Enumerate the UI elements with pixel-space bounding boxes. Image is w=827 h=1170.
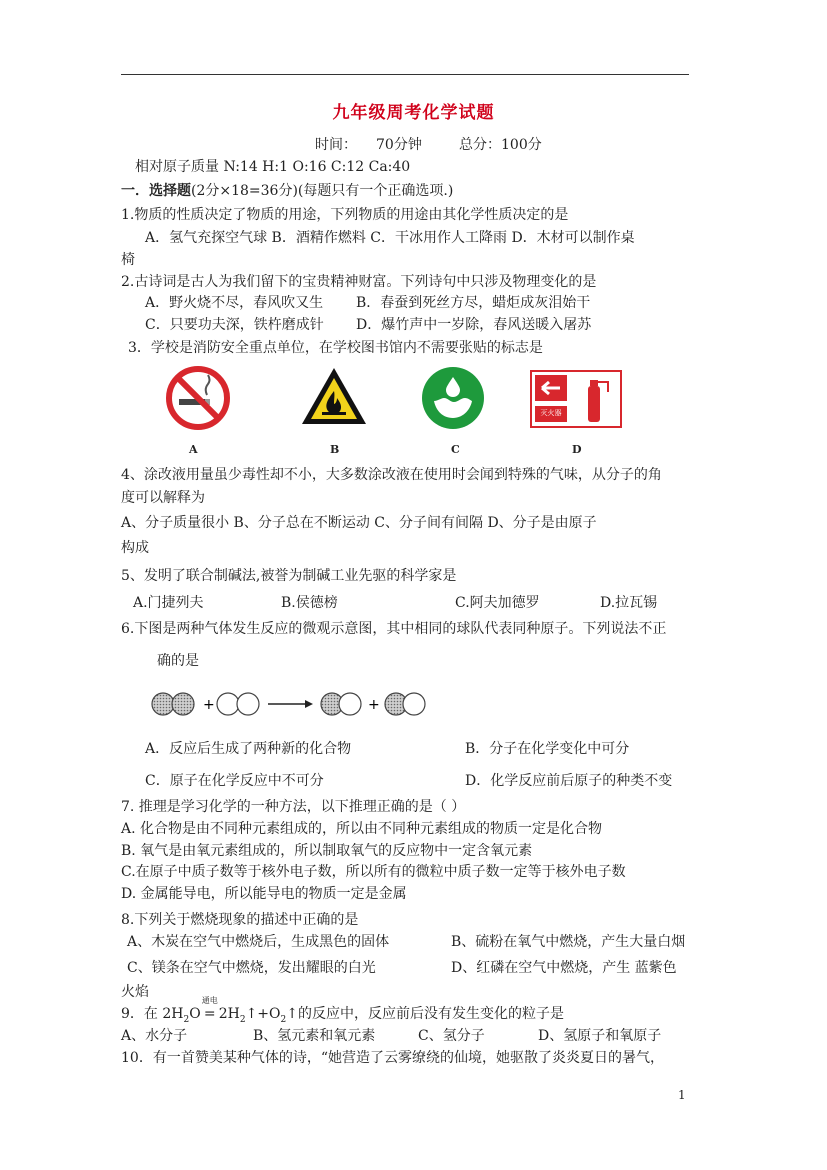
q8-option-c: C、镁条在空气中燃烧，发出耀眼的白光 xyxy=(127,960,376,976)
page-title: 九年级周考化学试题 xyxy=(332,103,495,123)
q2-stem: 2.古诗词是古人为我们留下的宝贵精神财富。下列诗句中只涉及物理变化的是 xyxy=(121,274,597,290)
q7-option-c: C.在原子中质子数等于核外电子数，所以所有的微粒中质子数一定等于核外电子数 xyxy=(121,864,626,880)
q5-option-d: D.拉瓦锡 xyxy=(600,595,658,611)
q5-option-c: C.阿夫加德罗 xyxy=(455,595,540,611)
q9-stem-post: ↑+O xyxy=(245,1006,281,1022)
q9-option-d: D、氢原子和氧原子 xyxy=(538,1028,662,1044)
q4-stem-cont: 度可以解释为 xyxy=(121,490,205,506)
q9-stem-mid: O xyxy=(189,1006,201,1022)
q3-label-a: A xyxy=(189,443,198,456)
q8-stem: 8.下列关于燃烧现象的描述中正确的是 xyxy=(121,912,359,928)
q6-stem-cont: 确的是 xyxy=(157,653,199,669)
q3-label-b: B xyxy=(330,443,340,456)
score-label: 总分：100分 xyxy=(459,137,542,153)
page-number: 1 xyxy=(678,1088,686,1102)
q4-stem: 4、涂改液用量虽少毒性却不小，大多数涂改液在使用时会闻到特殊的气味，从分子的角 xyxy=(121,467,662,483)
q9-option-b: B、氢元素和氧元素 xyxy=(253,1028,376,1044)
q2-option-c: C．只要功夫深，铁杵磨成针 xyxy=(145,317,324,333)
q6-stem: 6.下图是两种气体发生反应的微观示意图，其中相同的球队代表同种原子。下列说法不正 xyxy=(121,621,667,637)
q9-stem-end: ↑的反应中，反应前后没有发生变化的粒子是 xyxy=(286,1006,564,1022)
fire-extinguisher-label: 灭火器 xyxy=(540,409,562,417)
section-heading-title: 一．选择题 xyxy=(121,183,191,199)
q6-option-c: C．原子在化学反应中不可分 xyxy=(145,773,324,789)
q9-equation-sign: 通电 = xyxy=(201,996,218,1022)
q6-option-a: A．反应后生成了两种新的化合物 xyxy=(145,741,352,757)
q1-options-cont: 椅 xyxy=(121,252,135,268)
q4-options: A、分子质量很小 B、分子总在不断运动 C、分子间有间隔 D、分子是由原子 xyxy=(121,515,597,531)
water-saving-sign-icon xyxy=(420,365,486,431)
q2-option-a: A．野火烧不尽，春风吹又生 xyxy=(145,295,324,311)
q9-stem: 9．在 $2H_2O$ 通电 = $2H_2↑+O_2↑$的反应中，反应前后没有发生变化的粒子是 xyxy=(121,996,564,1025)
q2-option-b: B．春蚕到死丝方尽，蜡炬成灰泪始干 xyxy=(356,295,591,311)
q7-stem: 7. 推理是学习化学的一种方法，以下推理正确的是（ ） xyxy=(121,799,466,815)
q4-options-cont: 构成 xyxy=(121,540,149,556)
q7-option-a: A. 化合物是由不同种元素组成的，所以由不同种元素组成的物质一定是化合物 xyxy=(121,821,603,837)
no-smoking-sign-icon xyxy=(165,365,231,431)
q1-options: A．氢气充探空气球 B．酒精作燃料 C．干冰用作人工降雨 D．木材可以制作桌 xyxy=(145,230,635,246)
q2-option-d: D．爆竹声中一岁除，春风送暖入屠苏 xyxy=(356,317,592,333)
q8-option-d: D、红磷在空气中燃烧，产生 蓝紫色 xyxy=(451,960,677,976)
q5-option-b: B.侯德榜 xyxy=(281,595,338,611)
q3-label-c: C xyxy=(451,443,460,456)
flammable-warning-sign-icon xyxy=(300,365,368,427)
q9-option-c: C、氢分子 xyxy=(418,1028,485,1044)
q10-stem: 10．有一首赞美某种气体的诗，“她营造了云雾缭绕的仙境，她驱散了炎炎夏日的暑气， xyxy=(121,1050,664,1066)
q3-stem: 3．学校是消防安全重点单位，在学校图书馆内不需要张贴的标志是 xyxy=(128,340,543,356)
q9-option-a: A、水分子 xyxy=(121,1028,188,1044)
time-value: 70分钟 xyxy=(376,137,422,153)
atomic-mass-line: 相对原子质量 N:14 H:1 O:16 C:12 Ca:40 xyxy=(135,159,411,175)
section-heading xyxy=(121,182,453,200)
svg-text:+: + xyxy=(368,697,380,713)
section-heading-note: (2分×18=36分)(每题只有一个正确选项.) xyxy=(191,183,454,199)
q9-stem-eq: 2H xyxy=(218,1006,240,1022)
time-label: 时间： xyxy=(315,137,357,153)
q9-condition: 通电 xyxy=(201,996,218,1005)
q7-option-d: D. 金属能导电，所以能导电的物质一定是金属 xyxy=(121,886,407,902)
q7-option-b: B. 氧气是由氧元素组成的，所以制取氧气的反应物中一定含氧元素 xyxy=(121,843,533,859)
q1-stem: 1.物质的性质决定了物质的用途，下列物质的用途由其化学性质决定的是 xyxy=(121,207,569,223)
header-rule xyxy=(121,74,689,75)
q6-option-d: D．化学反应前后原子的种类不变 xyxy=(465,773,673,789)
svg-text:+: + xyxy=(203,697,215,713)
q3-label-d: D xyxy=(572,443,582,456)
q5-stem: 5、发明了联合制碱法,被誉为制碱工业先驱的科学家是 xyxy=(121,568,457,584)
q6-option-b: B．分子在化学变化中可分 xyxy=(465,741,630,757)
q6-reaction-diagram xyxy=(150,688,440,722)
q5-option-a: A.门捷列夫 xyxy=(133,595,204,611)
q8-option-d-cont: 火焰 xyxy=(121,984,149,1000)
q8-option-a: A、木炭在空气中燃烧后，生成黑色的固体 xyxy=(127,934,390,950)
q9-stem-pre: 9．在 2H xyxy=(121,1006,184,1022)
q8-option-b: B、硫粉在氧气中燃烧，产生大量白烟 xyxy=(451,934,686,950)
fire-extinguisher-sign-icon xyxy=(530,370,622,428)
